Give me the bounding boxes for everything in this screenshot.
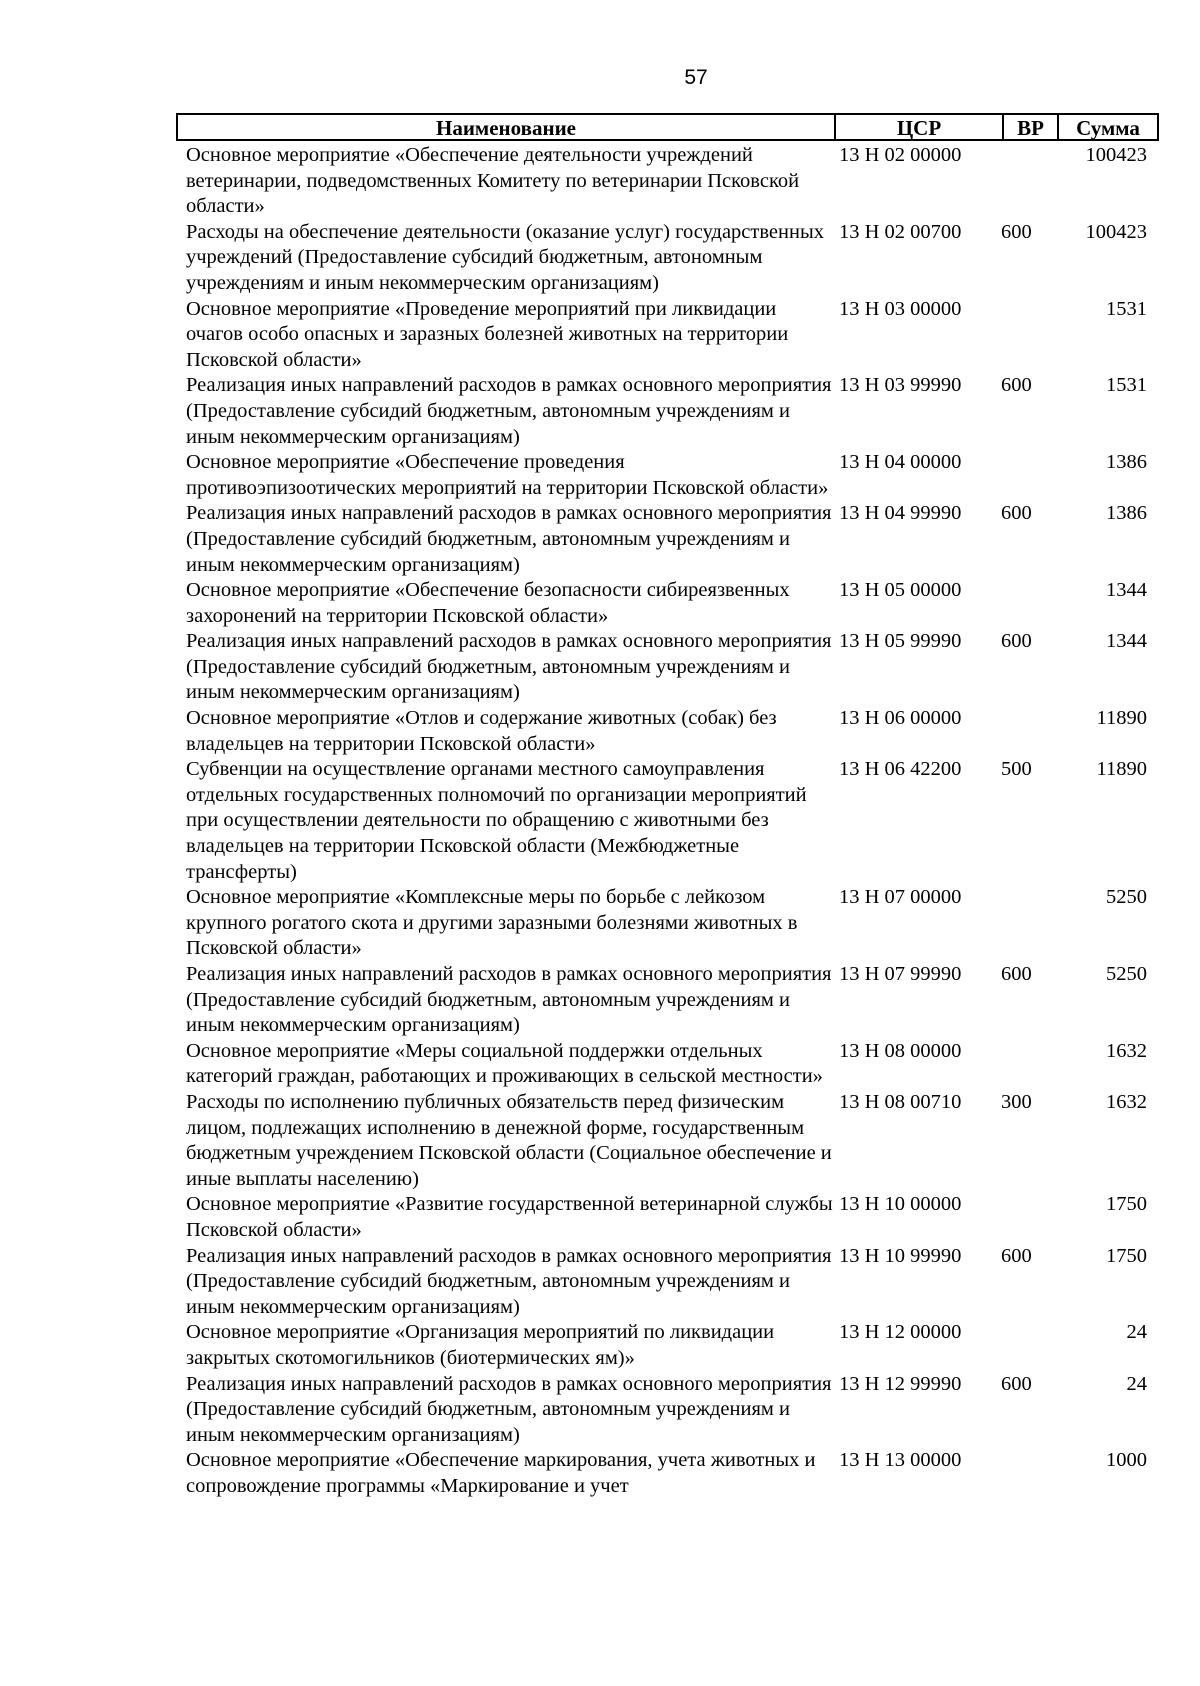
table-row — [186, 962, 1149, 1039]
row-name: Основное мероприятие «Обеспечение маркирования, учета животных и сопровождение программы «Маркирование и учет — [186, 1449, 816, 1497]
row-csr: 13 Н 07 00000 — [839, 886, 962, 909]
table-row — [186, 1192, 1149, 1243]
row-vr — [999, 706, 1059, 757]
row-vr — [999, 1039, 1059, 1090]
row-name: Реализация иных направлений расходов в рамках основного мероприятия (Предоставление субсидий бюджетным, автономным учреждениям и иным некоммерческим организациям) — [186, 1372, 832, 1446]
row-vr — [999, 1192, 1059, 1243]
row-name: Основное мероприятие «Комплексные меры по борьбе с лейкозом крупного рогатого скота и другими заразными болезнями животных в Псковской области» — [186, 886, 798, 960]
row-name: Основное мероприятие «Обеспечение проведения противоэпизоотических мероприятий на территории Псковской области» — [186, 451, 829, 499]
row-vr — [999, 885, 1059, 962]
header-name: Наименование — [178, 115, 836, 139]
header-sum: Сумма — [1076, 116, 1140, 140]
row-sum: 1531 — [1106, 297, 1147, 320]
table-row — [186, 1372, 1149, 1449]
row-csr: 13 Н 10 99990 — [839, 1244, 962, 1267]
row-csr: 13 Н 08 00710 — [839, 1090, 962, 1113]
row-name: Реализация иных направлений расходов в рамках основного мероприятия (Предоставление субсидий бюджетным, автономным учреждениям и иным некоммерческим организациям) — [186, 630, 832, 704]
header-csr: ЦСР — [836, 115, 1004, 139]
row-sum: 1386 — [1106, 451, 1147, 474]
row-name: Расходы на обеспечение деятельности (оказание услуг) государственных учреждений (Предоставление субсидий бюджетным, автономным учреждениям и иным некоммерческим организациям) — [186, 220, 824, 294]
row-sum: 1000 — [1106, 1449, 1147, 1472]
table-row — [186, 297, 1149, 374]
row-sum: 1632 — [1106, 1039, 1147, 1062]
row-vr — [999, 143, 1059, 220]
row-sum: 5250 — [1106, 963, 1147, 985]
row-name: Основное мероприятие «Обеспечение безопасности сибиреязвенных захоронений на территории Псковской области» — [186, 579, 790, 627]
row-vr — [999, 1320, 1059, 1371]
row-name: Основное мероприятие «Проведение мероприятий при ликвидации очагов особо опасных и заразных болезней животных на территории Псковской области» — [186, 297, 789, 371]
row-sum: 1750 — [1106, 1193, 1147, 1216]
page-number: 57 — [684, 66, 708, 89]
row-name: Основное мероприятие «Развитие государственной ветеринарной службы Псковской области» — [186, 1193, 833, 1241]
row-csr: 13 Н 13 00000 — [839, 1449, 962, 1472]
row-vr: 600 — [1001, 374, 1032, 397]
row-name: Реализация иных направлений расходов в рамках основного мероприятия (Предоставление субсидий бюджетным, автономным учреждениям и иным некоммерческим организациям) — [186, 502, 832, 576]
row-vr: 600 — [1001, 630, 1032, 653]
row-csr: 13 Н 06 00000 — [839, 707, 962, 730]
row-sum: 24 — [1126, 1321, 1147, 1344]
row-vr: 600 — [1001, 963, 1032, 985]
table-row — [186, 1244, 1149, 1321]
row-sum: 1632 — [1106, 1090, 1147, 1113]
table-row — [186, 629, 1149, 706]
row-name: Реализация иных направлений расходов в рамках основного мероприятия (Предоставление субсидий бюджетным, автономным учреждениям и иным некоммерческим организациям) — [186, 963, 832, 1037]
row-vr: 600 — [1001, 1372, 1032, 1395]
row-sum: 1344 — [1106, 579, 1147, 602]
row-csr: 13 Н 04 00000 — [839, 451, 962, 474]
row-csr: 13 Н 03 00000 — [839, 297, 962, 320]
table-row — [186, 757, 1149, 885]
row-name: Расходы по исполнению публичных обязательств перед физическим лицом, подлежащих исполнению в денежной форме, государственным бюджетным учреждением Псковской области (Социальное обеспечение и иные выплаты населению) — [186, 1090, 832, 1190]
row-vr: 600 — [1001, 1244, 1032, 1267]
table-row — [186, 578, 1149, 629]
row-vr — [999, 450, 1059, 501]
row-vr: 600 — [1001, 502, 1032, 525]
row-sum: 1386 — [1106, 502, 1147, 525]
row-csr: 13 Н 02 00700 — [839, 220, 962, 243]
row-sum: 1531 — [1106, 374, 1147, 397]
table-header — [176, 113, 1159, 141]
row-sum: 1750 — [1106, 1244, 1147, 1267]
row-csr: 13 Н 10 00000 — [839, 1193, 962, 1216]
table-row — [186, 1448, 1149, 1499]
row-name: Реализация иных направлений расходов в рамках основного мероприятия (Предоставление субсидий бюджетным, автономным учреждениям и иным некоммерческим организациям) — [186, 374, 832, 448]
table-row — [186, 501, 1149, 578]
row-name: Реализация иных направлений расходов в рамках основного мероприятия (Предоставление субсидий бюджетным, автономным учреждениям и иным некоммерческим организациям) — [186, 1244, 832, 1318]
row-sum: 5250 — [1106, 886, 1147, 909]
table-row — [186, 885, 1149, 962]
table-row — [186, 143, 1149, 220]
row-csr: 13 Н 12 99990 — [839, 1372, 962, 1395]
row-csr: 13 Н 03 99990 — [839, 374, 962, 397]
row-csr: 13 Н 08 00000 — [839, 1039, 962, 1062]
row-sum: 100423 — [1085, 144, 1147, 166]
row-sum: 11890 — [1096, 758, 1147, 781]
row-sum: 100423 — [1085, 220, 1147, 243]
row-name: Основное мероприятие «Отлов и содержание животных (собак) без владельцев на территории Псковской области» — [186, 707, 777, 755]
table-row — [186, 1320, 1149, 1371]
row-sum: 11890 — [1096, 707, 1147, 730]
row-name: Основное мероприятие «Меры социальной поддержки отдельных категорий граждан, работающих и проживающих в сельской местности» — [186, 1039, 823, 1088]
header-vr: ВР — [1004, 115, 1059, 139]
row-sum: 1344 — [1106, 630, 1147, 653]
row-name: Основное мероприятие «Обеспечение деятельности учреждений ветеринарии, подведомственных Комитету по ветеринарии Псковской области» — [186, 144, 800, 218]
row-name: Основное мероприятие «Организация мероприятий по ликвидации закрытых скотомогильников (биотермических ям)» — [186, 1321, 775, 1369]
table-body — [186, 143, 1149, 1499]
row-vr — [999, 578, 1059, 629]
row-csr: 13 Н 04 99990 — [839, 502, 962, 525]
row-vr: 300 — [1001, 1090, 1032, 1113]
row-csr: 13 Н 05 00000 — [839, 579, 962, 602]
table-row — [186, 706, 1149, 757]
row-csr: 13 Н 06 42200 — [839, 758, 962, 781]
table-row — [186, 450, 1149, 501]
table-row — [186, 1090, 1149, 1192]
row-sum: 24 — [1126, 1372, 1147, 1395]
row-csr: 13 Н 12 00000 — [839, 1321, 962, 1344]
row-vr — [999, 1448, 1059, 1499]
row-csr: 13 Н 07 99990 — [839, 963, 962, 985]
table-row — [186, 220, 1149, 297]
row-csr: 13 Н 02 00000 — [839, 144, 962, 166]
row-vr: 600 — [1001, 220, 1032, 243]
row-vr: 500 — [1001, 758, 1032, 781]
row-vr — [999, 297, 1059, 374]
row-csr: 13 Н 05 99990 — [839, 630, 962, 653]
row-name: Субвенции на осуществление органами местного самоуправления отдельных государственных полномочий по организации мероприятий при осуществлении деятельности по обращению с животными без владельцев на территории Псковской области (Межбюджетные трансферты) — [186, 758, 807, 883]
table-row — [186, 1039, 1149, 1090]
table-row — [186, 373, 1149, 450]
